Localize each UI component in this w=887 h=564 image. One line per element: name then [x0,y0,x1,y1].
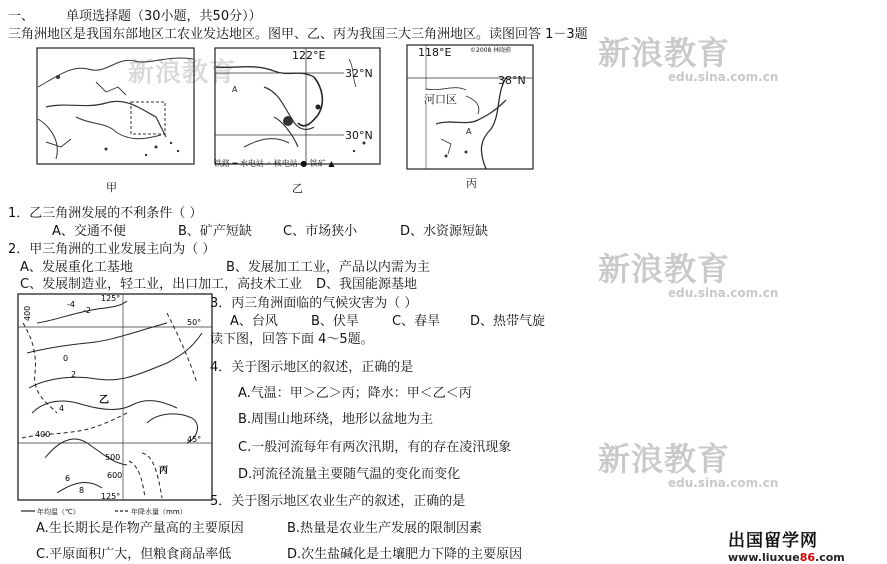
climate-iso-6: 6 [65,474,71,483]
climate-iso-2: 2 [71,370,77,379]
climate-precip-400: 400 [35,430,51,439]
q3-option-c: C、春旱 [392,314,441,329]
climate-precip-600: 600 [107,471,123,480]
watermark-text: 新浪教育 [128,58,237,88]
watermark [598,28,778,84]
q1-option-d: D、水资源短缺 [400,224,489,239]
q1-option-c: C、市场狭小 [283,224,358,239]
watermark-url: edu.sina.com.cn [668,70,779,84]
climate-lat-50: 50° [187,318,202,327]
q4-option-d: D.河流径流量主要随气温的变化而变化 [238,467,461,482]
climate-legend-temp: 年均温（℃） [37,508,80,516]
q4-option-c: C.一般河流每年有两次汛期，有的存在凌汛现象 [238,440,512,455]
section-number: 一、 [8,9,35,24]
q2-option-c: C、发展制造业，轻工业，出口加工，高技术工业 [20,277,303,292]
read-note: 读下图，回答下面 4～5题。 [210,332,374,347]
climate-iso-8: 8 [79,486,85,495]
climate-iso-0: 0 [63,354,69,363]
watermark [598,244,778,300]
climate-region-bing: 丙 [159,466,169,476]
map-jia-caption: 甲 [106,181,117,194]
q5-option-b: B.热量是农业生产发展的限制因素 [287,521,483,536]
climate-precip-500: 500 [105,453,121,462]
watermark [598,434,778,490]
map-bing-point-a: A [466,127,472,136]
q4-stem: 4．关于图示地区的叙述，正确的是 [210,360,414,375]
q3-option-a: A、台风 [230,314,278,329]
q2-option-d: D、我国能源基地 [316,277,418,292]
map-yi-lon: 122°E [292,49,326,62]
q2-stem: 2．甲三角洲的工业发展主向为（ ） [8,242,216,257]
climate-tick-bottom: 125° [101,492,121,501]
map-bing-caption: 丙 [466,177,477,190]
map-bing-lat: 38°N [498,74,526,87]
section-title: 单项选择题（30小题，共50分）） [66,9,262,24]
climate-iso-m2: -2 [83,306,91,315]
q5-option-c: C.平原面积广大，但粮食商品率低 [36,547,232,562]
q4-option-a: A.气温：甲＞乙＞丙；降水：甲＜乙＜丙 [238,386,472,401]
q5-option-a: A.生长期长是作物产量高的主要原因 [36,521,244,536]
q5-stem: 5．关于图示地区农业生产的叙述，正确的是 [210,494,466,509]
map-bing-region: 河口区 [424,93,457,106]
climate-legend-precip: 年降水量（mm） [131,508,187,516]
watermark-url: edu.sina.com.cn [668,286,779,300]
map-bing-lon: 118°E [418,46,452,59]
q4-option-b: B.周围山地环绕，地形以盆地为主 [238,412,434,427]
brand-logo[interactable] [728,526,845,564]
climate-iso-m4: -4 [67,300,75,309]
map-yi-legend: 铁路 ━ 水电站 ◦ 核电站 ● 铁矿 ▲ [214,159,335,168]
climate-iso-4: 4 [59,404,65,413]
watermark-url: edu.sina.com.cn [668,476,779,490]
q1-option-b: B、矿产短缺 [178,224,252,239]
climate-map [17,293,213,519]
q1-stem: 1．乙三角洲发展的不利条件（ ） [8,206,203,221]
intro-text: 三角洲地区是我国东部地区工农业发达地区。图甲、乙、丙为我国三大三角洲地区。读图回答 1－3题 [8,27,588,42]
watermark-text: 新浪教育 [598,440,731,478]
q2-option-a: A、发展重化工基地 [20,260,133,275]
map-bing-credit: ©2008 林晓蔚 [470,47,512,54]
map-yi-lat-bottom: 30°N [345,129,373,142]
brand-name: 出国留学网 [728,531,818,551]
q3-stem: 3．丙三角洲面临的气候灾害为（ ） [210,296,418,311]
watermark-text: 新浪教育 [598,250,731,288]
map-yi-point-a: A [232,85,238,94]
map-yi-caption: 乙 [292,182,303,195]
map-bing [406,44,536,172]
q3-option-d: D、热带气旋 [470,314,546,329]
q1-option-a: A、交通不便 [52,224,126,239]
map-yi-lat-top: 32°N [345,67,373,80]
brand-url: www.liuxue86.com [728,551,845,564]
q5-option-d: D.次生盐碱化是土壤肥力下降的主要原因 [287,547,523,562]
climate-tick-top: 125° [101,294,121,303]
q3-option-b: B、伏旱 [311,314,359,329]
climate-region-yi: 乙 [99,395,109,406]
map-jia [36,47,196,172]
watermark-text: 新浪教育 [598,34,731,72]
climate-precip-400-left: 400 [23,305,32,321]
climate-lat-45: 45° [187,435,202,444]
q2-option-b: B、发展加工工业，产品以内需为主 [226,260,430,275]
